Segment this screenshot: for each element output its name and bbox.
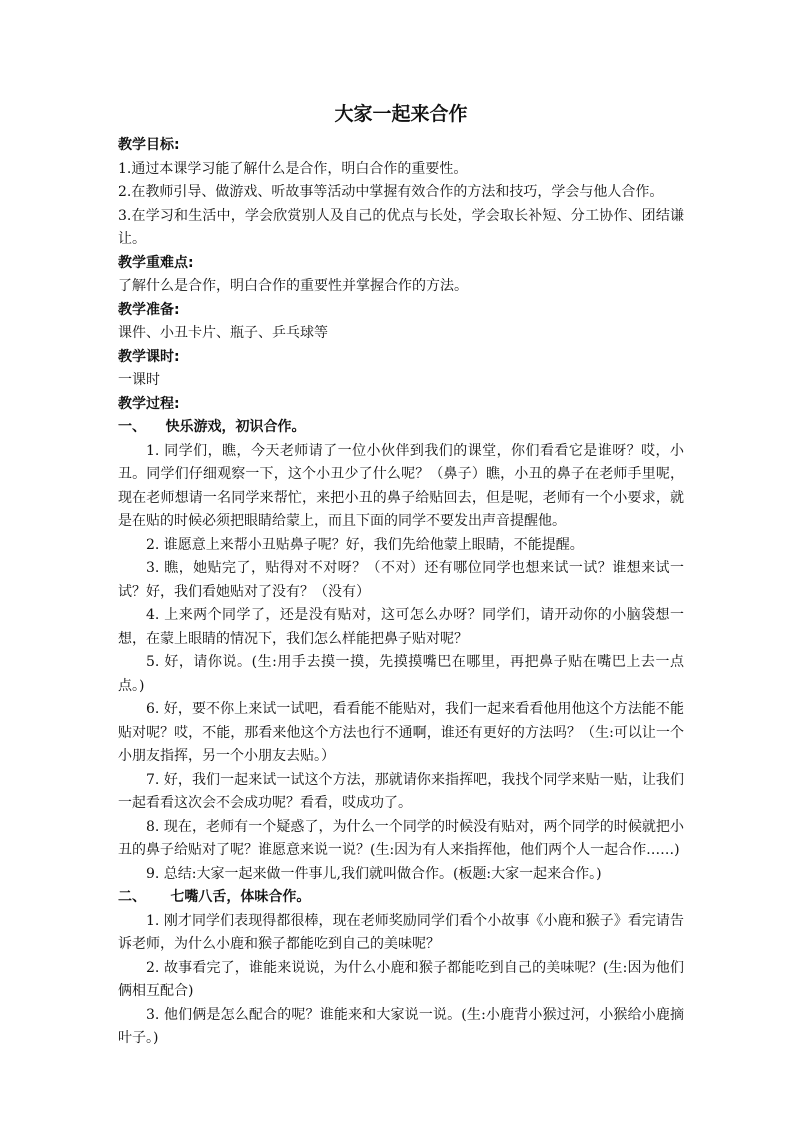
section-1-paragraph-6: 6. 好，要不你上来试一试吧，看看能不能贴对，我们一起来看看他用他这个方法能不能贴对呢？哎，不能，那看来他这个方法也行不通啊，谁还有更好的方法吗？（生:可以让一个小朋友指挥，另一个小朋友去贴。） — [118, 701, 684, 764]
document-page — [118, 100, 684, 1051]
goal-item-1: 1.通过本课学习能了解什么是合作，明白合作的重要性。 — [118, 160, 468, 177]
key-points-heading: 教学重难点: — [118, 254, 194, 271]
section-1-title: 一、 快乐游戏，初识合作。 — [118, 419, 306, 435]
section-1-paragraph-9: 9. 总结:大家一起来做一件事儿,我们就叫做合作。(板题:大家一起来合作。) — [146, 865, 602, 882]
process-heading: 教学过程: — [118, 395, 180, 412]
hours-text: 一课时 — [118, 372, 160, 388]
section-1-paragraph-3: 3. 瞧，她贴完了，贴得对不对呀？（不对）还有哪位同学也想来试一试？谁想来试一试？好，我们看她贴对了没有？（没有） — [118, 560, 684, 600]
section-1-paragraph-4: 4. 上来两个同学了，还是没有贴对，这可怎么办呀？同学们，请开动你的小脑袋想一想，在蒙上眼睛的情况下，我们怎么样能把鼻子贴对呢？ — [118, 607, 684, 647]
section-1-paragraph-5: 5. 好，请你说。(生:用手去摸一摸，先摸摸嘴巴在哪里，再把鼻子贴在嘴巴上去一点点。) — [118, 654, 684, 694]
section-1-paragraph-2: 2. 谁愿意上来帮小丑贴鼻子呢？好，我们先给他蒙上眼睛，不能提醒。 — [146, 536, 584, 553]
goals-heading: 教学目标: — [118, 137, 180, 153]
section-1-paragraph-8: 8. 现在，老师有一个疑惑了，为什么一个同学的时候没有贴对，两个同学的时候就把小丑的鼻子给贴对了呢？谁愿意来说一说？(生:因为有人来指挥他，他们两个人一起合作……) — [118, 818, 684, 858]
preparation-heading: 教学准备: — [118, 301, 180, 318]
section-2-paragraph-3: 3. 他们俩是怎么配合的呢？谁能来和大家说一说。(生:小鹿背小猴过河，小猴给小鹿摘叶子。) — [118, 1006, 684, 1046]
document-title: 大家一起来合作 — [334, 103, 468, 125]
section-2-paragraph-1: 1. 刚才同学们表现得都很棒，现在老师奖励同学们看个小故事《小鹿和猴子》看完请告诉老师，为什么小鹿和猴子都能吃到自己的美味呢？ — [118, 912, 684, 952]
section-1-paragraph-1: 1. 同学们，瞧，今天老师请了一位小伙伴到我们的课堂，你们看看它是谁呀？哎，小丑。同学们仔细观察一下，这个小丑少了什么呢？（鼻子）瞧，小丑的鼻子在老师手里呢，现在老师想请一名同学来帮忙，来把小丑的鼻子给贴回去，但是呢，老师有一个小要求，就是在贴的时候必须把眼睛给蒙上，而且下面的同学不要发出声音提醒他。 — [118, 442, 684, 529]
section-1-paragraph-7: 7. 好，我们一起来试一试这个方法，那就请你来指挥吧，我找个同学来贴一贴，让我们一起看看这次会不会成功呢？看看，哎成功了。 — [118, 771, 684, 811]
hours-heading: 教学课时: — [118, 348, 180, 365]
preparation-text: 课件、小丑卡片、瓶子、乒乓球等 — [118, 325, 328, 341]
goal-item-2: 2.在教师引导、做游戏、听故事等活动中掌握有效合作的方法和技巧，学会与他人合作。 — [118, 184, 664, 200]
goal-item-3: 3.在学习和生活中，学会欣赏别人及自己的优点与长处，学会取长补短、分工协作、团结谦让。 — [118, 207, 684, 247]
section-2-title: 二、 七嘴八舌，体味合作。 — [118, 889, 311, 905]
key-points-text: 了解什么是合作，明白合作的重要性并掌握合作的方法。 — [118, 278, 468, 294]
section-2-paragraph-2: 2. 故事看完了，谁能来说说，为什么小鹿和猴子都能吃到自己的美味呢？(生:因为他们俩相互配合) — [118, 959, 684, 999]
